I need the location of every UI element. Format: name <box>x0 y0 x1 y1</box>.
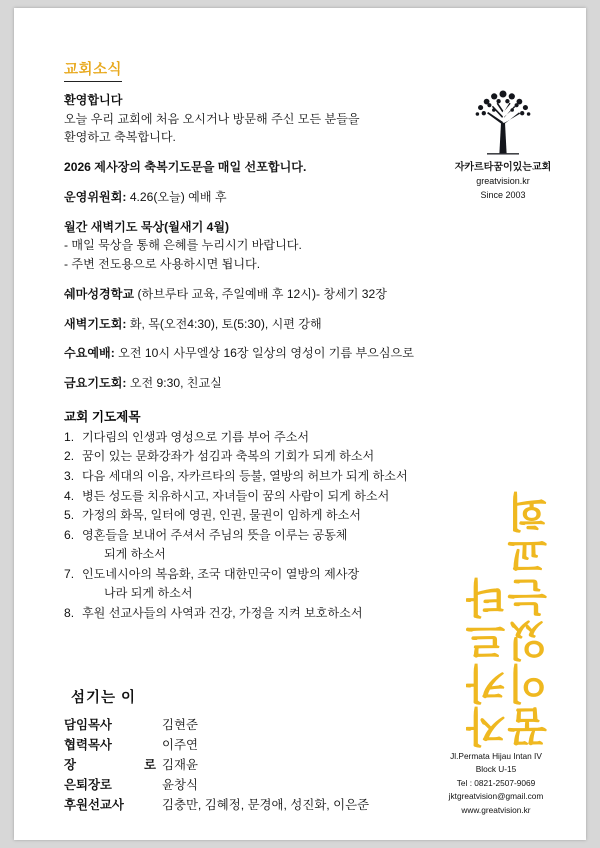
prayer-item-number: 3. <box>64 468 75 483</box>
table-row <box>64 795 424 815</box>
prayer-item-text: 다음 세대의 이음, 자카르타의 등불, 열방의 허브가 되게 하소서 <box>82 468 408 483</box>
address-website: www.greatvision.kr <box>461 804 531 815</box>
servant-name: 김충만, 김혜정, 문경애, 성진화, 이은준 <box>162 798 370 813</box>
notice-committee-value: 4.26(오늘) 예배 후 <box>129 189 227 204</box>
prayer-item-text-cont: 나라 되게 하소서 <box>104 586 193 601</box>
notice-welcome-heading: 환영합니다 <box>64 93 123 107</box>
church-logo <box>444 86 562 202</box>
notices-column <box>64 58 444 624</box>
address-line-1: Jl.Permata Hijau Intan IV <box>450 751 542 761</box>
notice-devotion <box>64 218 444 274</box>
notice-dawn-prayer-label: 새벽기도회: <box>64 316 127 331</box>
notice-friday-prayer <box>64 374 444 393</box>
servant-name: 김현준 <box>162 718 198 732</box>
logo-line-1: 자카르타꿈이있는교회 <box>454 162 552 173</box>
notice-wednesday-service-value: 오전 10시 사무엘상 16장 일상의 영성이 기름 부으심으로 <box>118 346 414 361</box>
servant-name: 이주연 <box>162 738 198 753</box>
address-email: jktgreatvision@gmail.com <box>448 791 544 802</box>
list-item <box>64 604 444 624</box>
logo-text <box>444 160 562 202</box>
servants-title: 섬기는 이 <box>71 690 137 706</box>
church-address <box>426 750 566 817</box>
prayer-item-number: 6. <box>64 527 75 542</box>
notice-devotion-line-1: - 매일 묵상을 통해 은혜를 누리시기 바랍니다. <box>64 238 302 253</box>
notice-friday-prayer-value: 오전 9:30, 친교실 <box>129 376 222 391</box>
list-item <box>64 565 444 604</box>
list-item <box>64 487 444 507</box>
prayer-item-text: 가정의 화목, 일터에 영권, 인권, 물권이 임하게 하소서 <box>82 508 361 523</box>
prayer-item-text: 후원 선교사들의 사역과 건강, 가정을 지켜 보호하소서 <box>82 606 363 621</box>
notice-wednesday-service-label: 수요예배: <box>64 346 115 361</box>
vertical-brand-line-2: 꿈이있는교회 <box>507 490 554 748</box>
prayer-item-text <box>82 565 444 604</box>
prayer-item-number: 8. <box>64 606 75 621</box>
servant-name: 김재윤 <box>162 758 198 773</box>
servant-role: 후원선교사 <box>64 798 124 813</box>
notice-shema-school-label: 쉐마성경학교 <box>64 286 135 301</box>
list-item <box>64 467 444 487</box>
prayer-item-text-cont: 되게 하소서 <box>104 547 166 562</box>
notice-devotion-line-2: - 주변 전도용으로 사용하시면 됩니다. <box>64 257 261 272</box>
list-item <box>64 526 444 565</box>
notice-welcome-line-1: 오늘 우리 교회에 처음 오시거나 방문해 주신 모든 분들을 <box>64 111 360 126</box>
tree-icon <box>462 86 544 158</box>
notice-shema-school-value: (하브루타 교육, 주일예배 후 12시)- 창세기 32장 <box>137 286 387 301</box>
servant-role: 담임목사 <box>64 718 112 732</box>
notice-shema-school <box>64 285 444 304</box>
prayer-item-number: 2. <box>64 449 75 464</box>
list-item <box>64 506 444 526</box>
prayer-topics-title: 교회 기도제목 <box>64 409 141 424</box>
table-row <box>64 715 424 735</box>
table-row <box>64 735 424 755</box>
notice-blessing-heading: 2026 제사장의 축복기도문을 매일 선포합니다. <box>64 160 307 175</box>
page-title: 교회소식 <box>64 58 122 82</box>
notice-dawn-prayer <box>64 315 444 334</box>
address-phone: Tel : 0821-2507-9069 <box>456 777 536 788</box>
prayer-item-number: 4. <box>64 488 75 503</box>
prayer-item-text <box>82 526 444 565</box>
servant-role: 장 로 <box>64 758 156 773</box>
prayer-item-text-main: 영혼들을 보내어 주셔서 주님의 뜻을 이루는 공동체 <box>82 527 348 542</box>
prayer-item-text: 기다림의 인생과 영성으로 기름 부어 주소서 <box>82 429 310 444</box>
notice-welcome <box>64 91 444 147</box>
prayer-item-number: 1. <box>64 429 75 444</box>
logo-line-2: greatvision.kr <box>476 176 530 186</box>
servant-name: 윤창식 <box>162 778 198 793</box>
prayer-item-number: 5. <box>64 508 75 523</box>
vertical-brand-text <box>466 428 579 748</box>
prayer-item-text-main: 인도네시아의 복음화, 조국 대한민국이 열방의 제사장 <box>82 566 360 581</box>
notice-dawn-prayer-value: 화, 목(오전4:30), 토(5:30), 시편 강해 <box>129 316 322 331</box>
prayer-item-text: 꿈이 있는 문화강좌가 섬김과 축복의 기회가 되게 하소서 <box>82 449 375 464</box>
table-row <box>64 775 424 795</box>
notice-committee-label: 운영위원회: <box>64 189 127 204</box>
notice-committee <box>64 188 444 207</box>
prayer-item-number: 7. <box>64 566 75 581</box>
servant-role: 협력목사 <box>64 738 112 753</box>
prayer-topics-list <box>64 428 444 624</box>
bulletin-page <box>14 8 586 840</box>
address-line-2: Block U-15 <box>475 764 517 775</box>
servants-section <box>64 686 424 815</box>
table-row <box>64 755 424 775</box>
notice-friday-prayer-label: 금요기도회: <box>64 376 127 391</box>
notice-welcome-line-2: 환영하고 축복합니다. <box>64 130 176 145</box>
prayer-item-text: 병든 성도를 치유하시고, 자녀들이 꿈의 사람이 되게 하소서 <box>82 488 390 503</box>
servant-role: 은퇴장로 <box>64 778 112 793</box>
list-item <box>64 447 444 467</box>
vertical-brand-line-1: 자카르타 <box>466 576 512 748</box>
notice-devotion-heading: 월간 새벽기도 묵상(월새기 4월) <box>64 219 230 234</box>
logo-line-3: Since 2003 <box>480 189 526 200</box>
notice-blessing <box>64 158 444 177</box>
list-item <box>64 428 444 448</box>
notice-wednesday-service <box>64 344 444 363</box>
